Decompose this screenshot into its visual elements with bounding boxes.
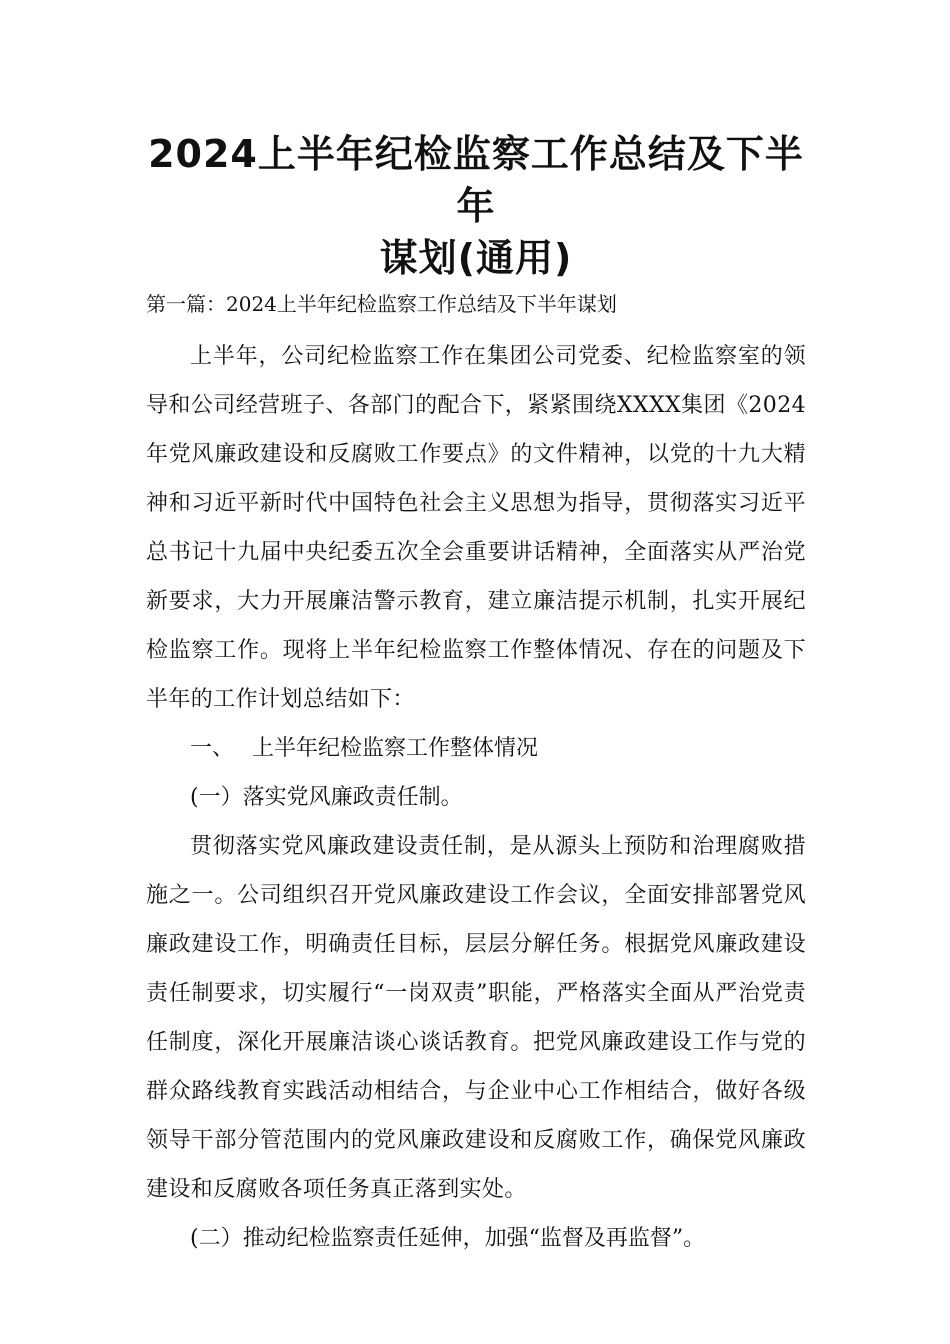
subsection-heading-1: (一）落实党风廉政责任制。 [190, 785, 463, 810]
document-title [146, 128, 806, 284]
section-number: 一、 [190, 736, 235, 761]
section-title: 上半年纪检监察工作整体情况 [252, 736, 539, 761]
intro-paragraph: 上半年，公司纪检监察工作在集团公司党委、纪检监察室的领导和公司经营班子、各部门的配合下，紧紧围绕XXXX集团《2024年党风廉政建设和反腐败工作要点》的文件精神，以党的十九大精神和习近平新时代中国特色社会主义思想为指导，贯彻落实习近平总书记十九届中央纪委五次全会重要讲话精神，全面落实从严治党新要求，大力开展廉洁警示教育，建立廉洁提示机制，扎实开展纪检监察工作。现将上半年纪检监察工作整体情况、存在的问题及下半年的工作计划总结如下： [146, 344, 806, 712]
title-line-2: 谋划(通用) [379, 236, 573, 280]
section-heading [146, 724, 806, 773]
subsection-1-paragraph: 贯彻落实党风廉政建设责任制，是从源头上预防和治理腐败措施之一。公司组织召开党风廉政建设工作会议，全面安排部署党风廉政建设工作，明确责任目标，层层分解任务。根据党风廉政建设责任制要求，切实履行“一岗双责”职能，严格落实全面从严治党责任制度，深化开展廉洁谈心谈话教育。把党风廉政建设工作与党的群众路线教育实践活动相结合，与企业中心工作相结合，做好各级领导干部分管范围内的党风廉政建设和反腐败工作，确保党风廉政建设和反腐败各项任务真正落到实处。 [146, 834, 806, 1202]
part-heading: 第一篇：2024上半年纪检监察工作总结及下半年谋划 [146, 292, 617, 316]
title-line-1: 2024上半年纪检监察工作总结及下半年 [148, 132, 804, 228]
subsection-heading-2: (二）推动纪检监察责任延伸，加强“监督及再监督”。 [190, 1226, 706, 1251]
document-page [146, 128, 806, 1263]
